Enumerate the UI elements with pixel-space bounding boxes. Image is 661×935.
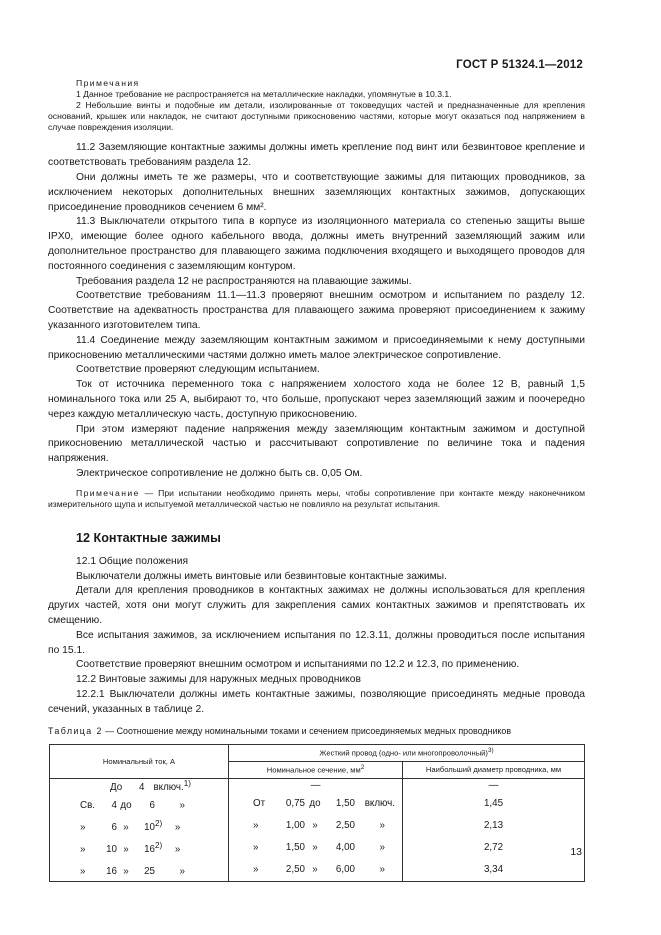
section-prefix: От — [253, 798, 266, 810]
paragraph: 12.2.1 Выключатели должны иметь контактные зажимы, позволяющие присоединять медные провода сечений, указанных в таблице 2. — [48, 688, 585, 715]
section-from: 2,50 — [285, 864, 305, 876]
header-nominal-current: Номинальный ток, А — [50, 744, 229, 778]
header-rigid-conductor-text: Жесткий провод (одно- или многопроволочный) — [319, 748, 488, 758]
section-to-word: » — [312, 864, 318, 876]
unit-superscript: 2 — [360, 764, 365, 772]
table-row — [50, 815, 585, 837]
section-12-text — [48, 555, 585, 718]
diameter-value: 2,72 — [403, 837, 585, 859]
section-suffix: » — [379, 842, 385, 854]
table-caption-text: — Соотношение между номинальными токами и сечением присоединяемых медных проводников — [105, 725, 512, 736]
paragraph: 12.2 Винтовые зажимы для наружных медных проводников — [76, 674, 361, 686]
note-item-1: 1 Данное требование не распространяется на металлические накладки, упомянутые в 10.3.1. — [76, 89, 452, 100]
current-suffix — [153, 779, 191, 793]
table-caption — [48, 726, 585, 736]
diameter-value: — — [403, 778, 585, 793]
paragraph: Выключатели должны иметь винтовые или безвинтовые контактные зажимы. — [76, 570, 447, 582]
current-to-word: » — [123, 843, 129, 855]
section-to: 1,50 — [335, 798, 355, 810]
page-number: 13 — [570, 846, 582, 858]
current-ditto: » — [179, 799, 185, 811]
section-prefix: » — [253, 864, 259, 876]
footnote-ref: 2) — [155, 840, 163, 850]
section-11-text — [48, 141, 585, 481]
section-to: 6,00 — [335, 864, 355, 876]
notes-label: Примечания — [76, 78, 140, 88]
paragraph: Электрическое сопротивление не должно быть св. 0,05 Ом. — [76, 468, 363, 479]
current-value: 4 — [139, 781, 145, 793]
section-prefix: » — [253, 820, 259, 832]
current-to: 16 — [144, 843, 155, 855]
current-from: 6 — [111, 821, 117, 833]
paragraph: 11.2 Заземляющие контактные зажимы должны иметь крепление под винт или безвинтовое крепление и соответствовать требованиям раздела 12. — [48, 142, 585, 169]
current-from: 4 — [111, 799, 117, 811]
section-to: 2,50 — [335, 820, 355, 832]
current-to-word: до — [120, 799, 132, 811]
paragraph: 11.4 Соединение между заземляющим контактным зажимом и присоединяемыми к нему доступными прикосновению металлическими частями должно иметь малое электрическое сопротивление. — [48, 334, 585, 361]
section-value: — — [229, 778, 403, 793]
header-nominal-section — [229, 761, 403, 778]
note-middle — [48, 488, 585, 511]
current-prefix: » — [80, 843, 86, 855]
section-suffix: » — [379, 820, 385, 832]
section-from: 0,75 — [285, 798, 305, 810]
current-to: 25 — [144, 865, 155, 877]
paragraph: Все испытания зажимов, за исключением испытания по 12.3.11, должны проводиться после испытания по 15.1. — [48, 629, 585, 656]
section-to: 4,00 — [335, 842, 355, 854]
section-from: 1,00 — [285, 820, 305, 832]
current-ditto: » — [174, 821, 181, 833]
conductor-table — [49, 744, 585, 882]
footnote-ref: 3) — [487, 747, 494, 755]
section-to-word: » — [312, 842, 318, 854]
table-row — [50, 778, 585, 793]
table-row — [50, 793, 585, 815]
current-to: 6 — [149, 799, 155, 811]
paragraph: Соответствие проверяют следующим испытанием. — [76, 364, 320, 376]
table-row — [50, 837, 585, 859]
current-from: 10 — [106, 843, 117, 855]
paragraph: Детали для крепления проводников в контактных зажимах не должны использоваться для крепления других частей, хотя они могут служить для закрепления самих контактных зажимов и препятствовать их смещению. — [48, 585, 585, 626]
header-max-diameter: Наибольший диаметр проводника, мм — [403, 761, 585, 778]
section-suffix: включ. — [364, 798, 395, 810]
current-prefix: Св. — [80, 799, 96, 811]
section-to-word: » — [312, 820, 318, 832]
paragraph: Ток от источника переменного тока с напряжением холостого хода не более 12 В, равный 1,5 номинального тока или 25 А, выбирают то, что больше, пропускают через заземляющий зажим и поочередно через каждую металлическую часть, доступную прикосновению. — [48, 379, 585, 420]
current-to: 10 — [144, 821, 155, 833]
paragraph: Соответствие проверяют внешним осмотром и испытаниями по 12.2 и 12.3, по применению. — [76, 659, 520, 671]
current-prefix: » — [80, 821, 86, 833]
current-to-word: » — [123, 821, 129, 833]
current-suffix-text: включ. — [153, 781, 184, 793]
footnote-ref: 1) — [183, 778, 192, 788]
paragraph: Они должны иметь те же размеры, что и соответствующие зажимы для питающих проводников, за исключением некоторых дополнительных внешних заземляющих контактных зажимов, допускающих присоединение проводников сечением 6 мм². — [48, 172, 585, 213]
header-nominal-section-text: Номинальное сечение, мм — [266, 765, 361, 775]
diameter-value: 3,34 — [403, 859, 585, 882]
table-caption-label: Таблица 2 — [48, 725, 103, 736]
paragraph: 12.1 Общие положения — [76, 555, 189, 567]
section-from: 1,50 — [285, 842, 305, 854]
section-prefix: » — [253, 842, 259, 854]
note-label: Примечание — [76, 487, 140, 498]
note-item-2: 2 Небольшие винты и подобные им детали, изолированные от токоведущих частей и предназначенные для крепления оснований, крышек или накладок, не считают доступными прикосновению частями, которые могут оказаться под напряжением в случае повреждения изоляции. — [48, 100, 585, 133]
table-row — [50, 859, 585, 882]
current-prefix: » — [80, 865, 86, 877]
current-ditto: » — [174, 843, 181, 855]
paragraph: Соответствие требованиям 11.1—11.3 проверяют внешним осмотром и испытанием по разделу 12. Соответствие на адекватность пространства для плавающего зажима проверяют присоединением к зажиму указанного изготовителем типа. — [48, 290, 585, 332]
current-from: 16 — [106, 865, 117, 877]
section-suffix: » — [379, 864, 385, 876]
header-rigid-conductor — [229, 744, 585, 761]
diameter-value: 1,45 — [403, 793, 585, 815]
notes-top — [48, 78, 585, 133]
paragraph: Требования раздела 12 не распространяются на плавающие зажимы. — [76, 275, 412, 287]
paragraph: 11.3 Выключатели открытого типа в корпусе из изоляционного материала со степенью защиты выше IPX0, имеющие более одного кабельного ввода, должны иметь внутренний заземляющий зажим или дополнительное пространство для плавающего зажима подключения входящего и выходящего проводов для постоянного соединения с заземляющим контуром. — [48, 216, 585, 272]
section-to-word: до — [309, 798, 321, 810]
paragraph: При этом измеряют падение напряжения между заземляющим контактным зажимом и доступной прикосновению металлической частью и рассчитывают сопротивление по величине тока и падения напряжения. — [48, 423, 585, 465]
section-heading: 12 Контактные зажимы — [76, 530, 221, 545]
page-content — [48, 78, 585, 882]
current-prefix: До — [110, 781, 123, 793]
current-to-word: » — [123, 865, 129, 877]
footnote-ref: 2) — [155, 818, 163, 828]
document-code: ГОСТ Р 51324.1—2012 — [456, 59, 583, 71]
note-text: — При испытании необходимо принять меры, чтобы сопротивление при контакте между наконечником измерительного щупа и испытуемой металлической частью не повлияло на результат испытания. — [48, 487, 586, 510]
diameter-value: 2,13 — [403, 815, 585, 837]
current-ditto: » — [179, 865, 185, 877]
